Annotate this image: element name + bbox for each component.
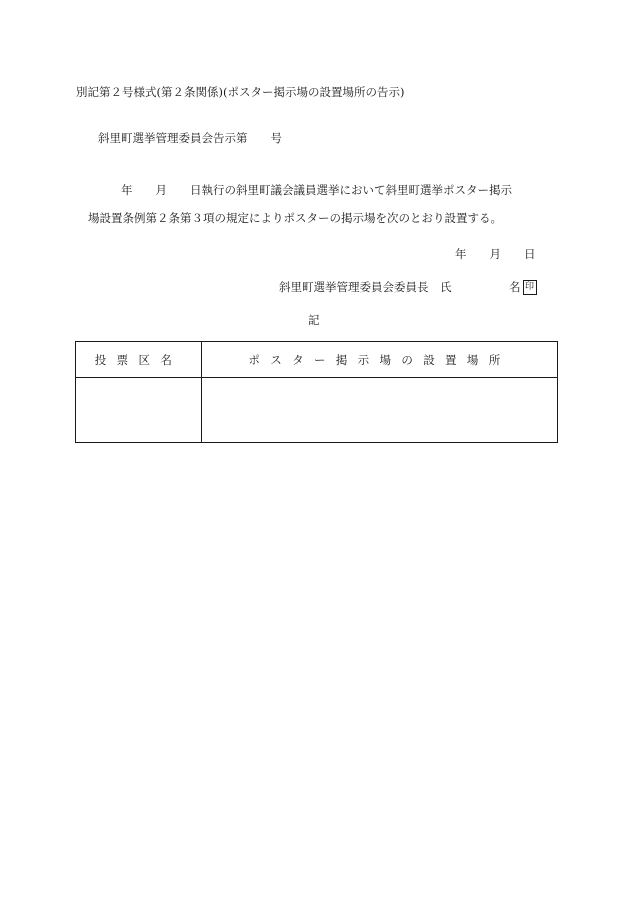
table-cell-poster-location[interactable] <box>202 378 558 443</box>
column-header-voting-district: 投票区名 <box>76 342 202 378</box>
ki-marker: 記 <box>308 313 320 327</box>
body-text-line-2: 場設置条例第２条第３項の規定によりポスターの掲示場を次のとおり設置する。 <box>88 211 502 225</box>
notice-number: 斜里町選挙管理委員会告示第 号 <box>98 131 282 145</box>
column-header-poster-location: ポスター掲示場の設置場所 <box>202 342 558 378</box>
date-line: 年 月 日 <box>455 247 536 261</box>
table-cell-voting-district[interactable] <box>76 378 202 443</box>
signature-label: 斜里町選挙管理委員会委員長 氏 名 <box>279 280 521 294</box>
location-table <box>75 341 558 443</box>
signature-line <box>279 279 537 296</box>
table-header-row <box>76 342 558 378</box>
table-row <box>76 378 558 443</box>
seal-stamp: 印 <box>523 280 537 295</box>
body-text-line-1: 年 月 日執行の斜里町議会議員選挙において斜里町選挙ポスター掲示 <box>98 183 512 197</box>
form-header: 別記第２号様式(第２条関係)(ポスター掲示場の設置場所の告示) <box>76 85 405 99</box>
